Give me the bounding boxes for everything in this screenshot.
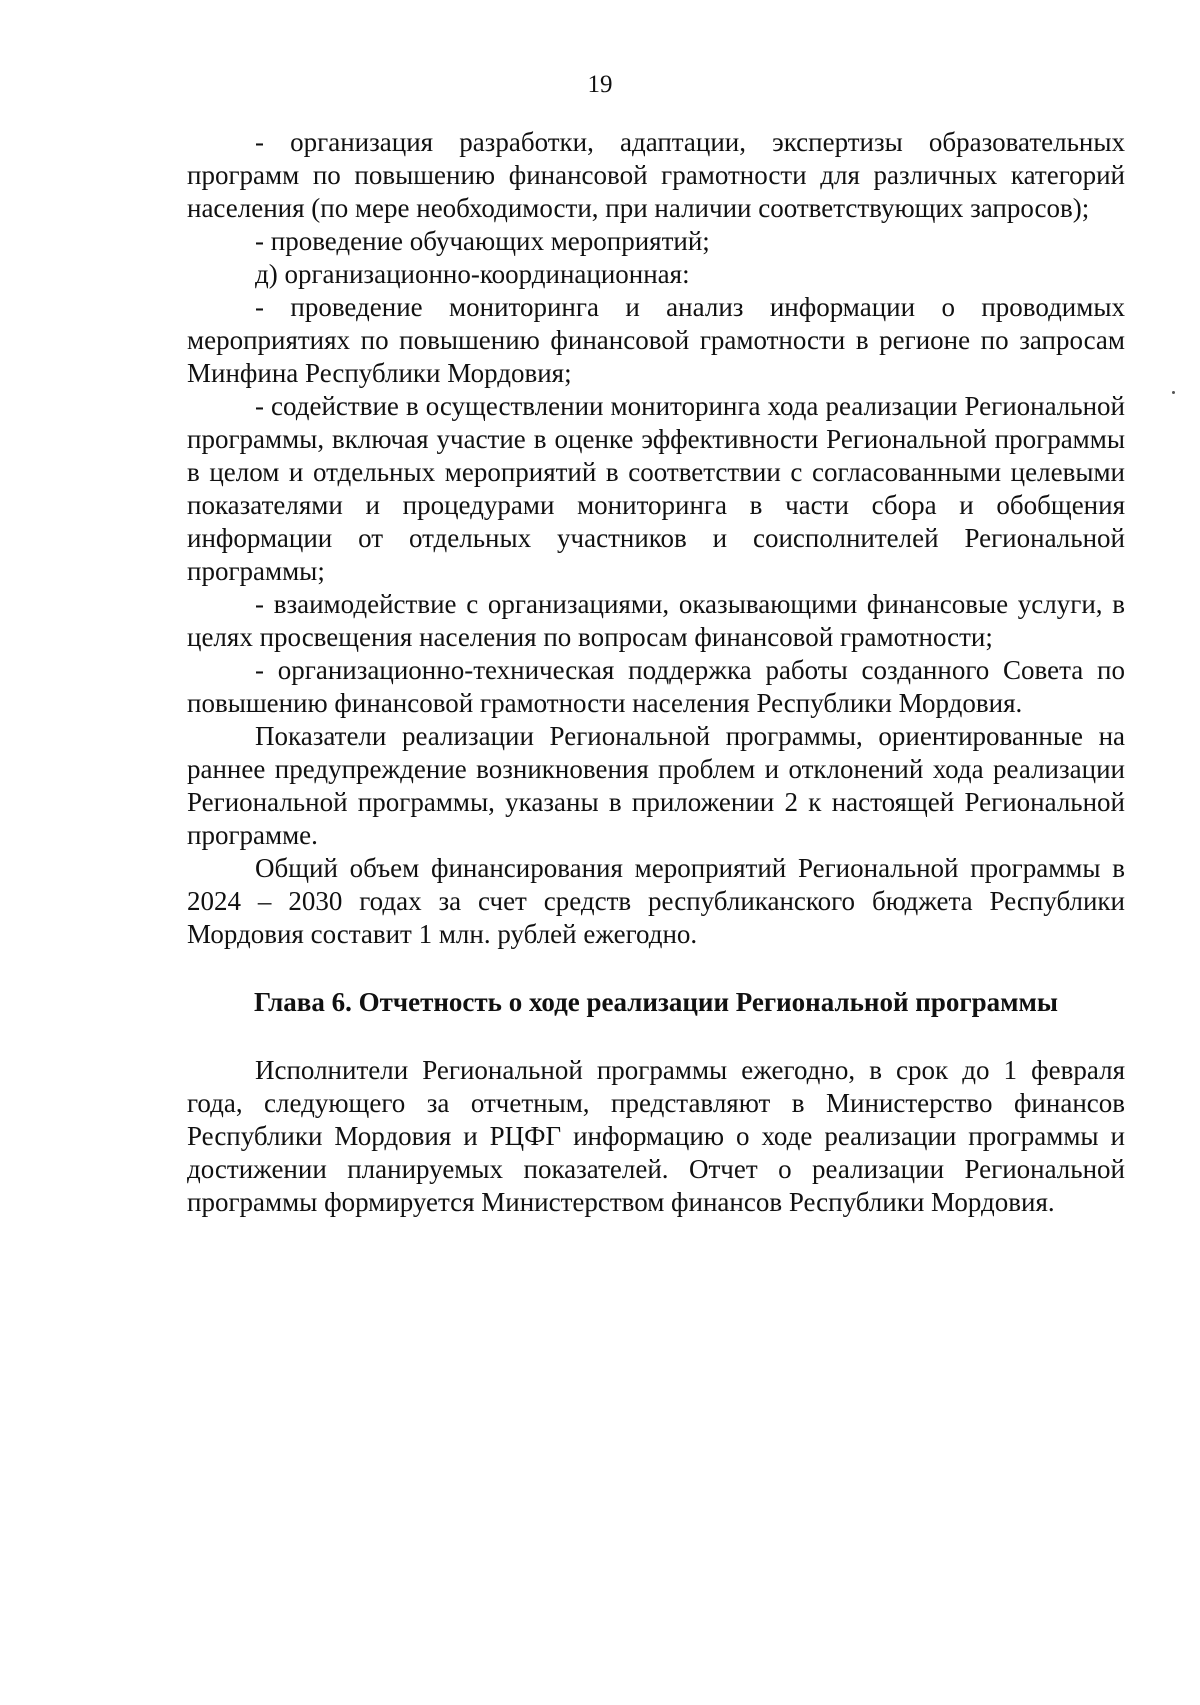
scan-speck [1172,391,1175,394]
paragraph-council-support: - организационно-техническая поддержка работы созданного Совета по повышению финансовой грамотности населения Республики Мордовия. [187,655,1125,718]
page-number: 19 [587,71,613,98]
paragraph-training-events: - проведение обучающих мероприятий; [255,226,710,256]
paragraph-reporting: Исполнители Региональной программы ежегодно, в срок до 1 февраля года, следующего за отчетным, представляют в Министерство финансов Республики Мордовия и РЦФГ информацию о ходе реализации программы и достижении планируемых показателей. Отчет о реализации Региональной программы формируется Министерством финансов Республики Мордовия. [187,1055,1125,1217]
paragraph-monitoring-assistance: - содействие в осуществлении мониторинга хода реализации Региональной программы, включая участие в оценке эффективности Региональной программы в целом и отдельных мероприятий в соответствии с согласованными целевыми показателями и процедурами мониторинга в части сбора и обобщения информации от отдельных участников и соисполнителей Региональной программы; [187,391,1125,586]
paragraph-financial-organizations: - взаимодействие с организациями, оказывающими финансовые услуги, в целях просвещения населения по вопросам финансовой грамотности; [187,589,1125,652]
paragraph-monitoring: - проведение мониторинга и анализ информации о проводимых мероприятиях по повышению финансовой грамотности в регионе по запросам Минфина Республики Мордовия; [187,292,1125,388]
chapter-heading: Глава 6. Отчетность о ходе реализации Региональной программы [254,987,1058,1017]
paragraph-coordination-heading: д) организационно-координационная: [255,259,690,289]
paragraph-program-development: - организация разработки, адаптации, экспертизы образовательных программ по повышению финансовой грамотности для различных категорий населения (по мере необходимости, при наличии соответствующих запросов); [187,127,1125,223]
document-body [187,126,1125,1219]
paragraph-indicators: Показатели реализации Региональной программы, ориентированные на раннее предупреждение возникновения проблем и отклонений хода реализации Региональной программы, указаны в приложении 2 к настоящей Региональной программе. [187,721,1125,850]
paragraph-financing: Общий объем финансирования мероприятий Региональной программы в 2024 – 2030 годах за счет средств республиканского бюджета Республики Мордовия составит 1 млн. рублей ежегодно. [187,853,1125,949]
